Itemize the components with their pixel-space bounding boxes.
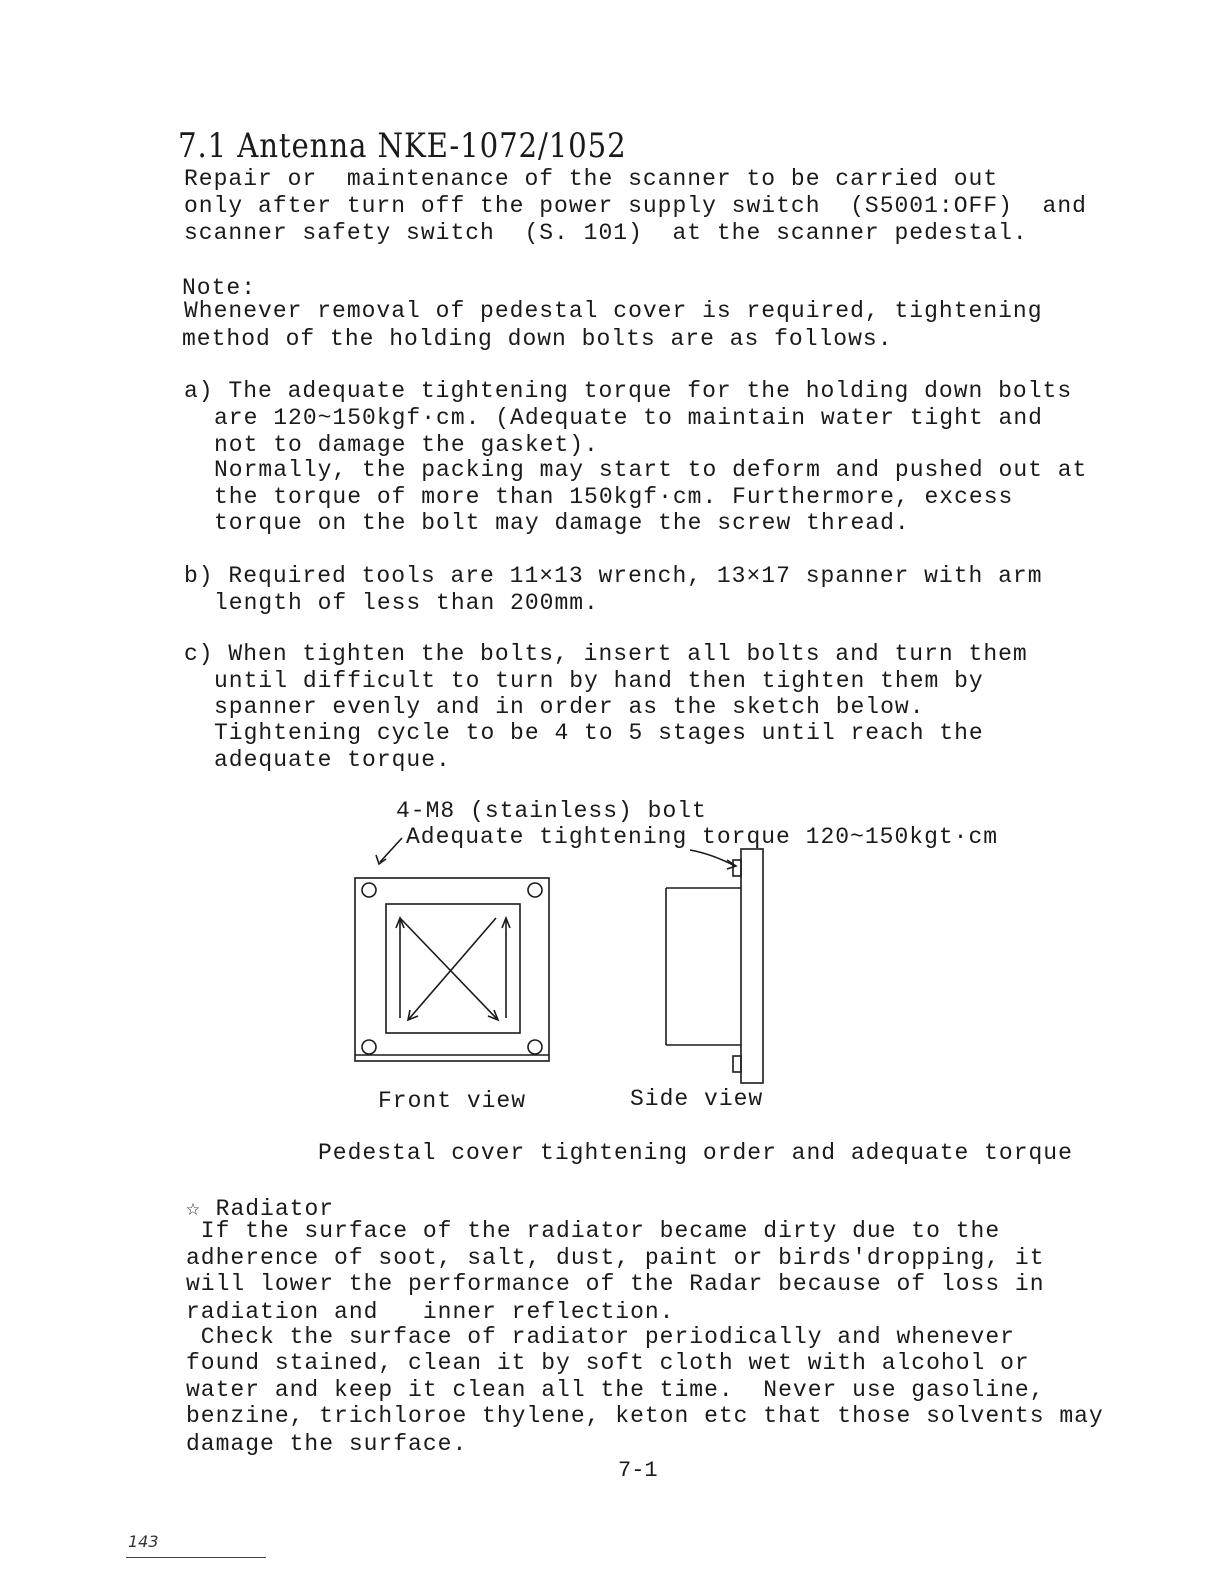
radiator-line: adherence of soot, salt, dust, paint or birds'dropping, it [186, 1245, 1045, 1271]
note-line: Whenever removal of pedestal cover is required, tightening [184, 298, 1043, 324]
page-number: 7-1 [618, 1458, 658, 1483]
item-b-line: b) Required tools are 11×13 wrench, 13×17 spanner with arm [184, 563, 1043, 589]
radiator-heading: ☆ Radiator [186, 1196, 335, 1222]
item-c-line: c) When tighten the bolts, insert all bolts and turn them [184, 641, 1028, 667]
radiator-line: water and keep it clean all the time. Never use gasoline, [186, 1377, 1045, 1403]
bolt-hole-bottom-left [362, 1040, 376, 1054]
handwritten-page-number: 143 [128, 1532, 159, 1551]
bolt-hole-top-right [528, 883, 542, 897]
item-a-line: a) The adequate tightening torque for the holding down bolts [184, 378, 1073, 404]
footer-rule [126, 1557, 266, 1558]
item-a-line: not to damage the gasket). [214, 432, 599, 458]
figure-caption: Pedestal cover tightening order and adequate torque [318, 1140, 1073, 1166]
side-view [666, 849, 763, 1083]
radiator-line: If the surface of the radiator became dirty due to the [186, 1218, 1001, 1244]
side-view-bolt-top [733, 860, 741, 876]
item-c-line: until difficult to turn by hand then tighten them by [214, 668, 984, 694]
bolt-hole-bottom-right [528, 1040, 542, 1054]
intro-line: Repair or maintenance of the scanner to be carried out [184, 166, 999, 192]
item-a-line: Normally, the packing may start to deform and pushed out at [214, 457, 1088, 483]
side-view-label: Side view [630, 1086, 764, 1112]
radiator-line: radiation and inner reflection. [186, 1299, 675, 1325]
intro-line: scanner safety switch (S. 101) at the scanner pedestal. [184, 220, 1028, 246]
item-a-line: the torque of more than 150kgf·cm. Furthermore, excess [214, 484, 1014, 510]
note-line: method of the holding down bolts are as follows. [182, 326, 893, 352]
item-c-line: spanner evenly and in order as the sketch below. [214, 694, 925, 720]
radiator-line: benzine, trichloroe thylene, keton etc that those solvents may [186, 1403, 1104, 1429]
radiator-line: damage the surface. [186, 1431, 468, 1457]
bolt-label: 4-M8 (stainless) bolt [396, 798, 707, 824]
radiator-line: Check the surface of radiator periodically and whenever [186, 1324, 1015, 1350]
note-heading: Note: [182, 275, 257, 301]
torque-leader-line [690, 850, 735, 866]
radiator-line: will lower the performance of the Radar because of loss in [186, 1271, 1045, 1297]
item-a-line: torque on the bolt may damage the screw thread. [214, 510, 910, 536]
side-view-flange [741, 849, 763, 1083]
front-view [355, 878, 549, 1061]
item-b-line: length of less than 200mm. [214, 590, 599, 616]
radiator-line: found stained, clean it by soft cloth wet with alcohol or [186, 1350, 1030, 1376]
item-c-line: adequate torque. [214, 747, 451, 773]
item-c-line: Tightening cycle to be 4 to 5 stages until reach the [214, 720, 984, 746]
front-view-label: Front view [378, 1088, 527, 1114]
bolt-leader-line [380, 838, 402, 862]
bolt-hole-top-left [362, 883, 376, 897]
side-view-bolt-bottom [733, 1056, 741, 1072]
page-title: 7.1 Antenna NKE-1072/1052 [178, 126, 627, 166]
torque-label: Adequate tightening torque 120~150kgt·cm [406, 824, 999, 850]
item-a-line: are 120~150kgf·cm. (Adequate to maintain water tight and [214, 405, 1043, 431]
intro-line: only after turn off the power supply switch (S5001:OFF) and [184, 193, 1087, 219]
